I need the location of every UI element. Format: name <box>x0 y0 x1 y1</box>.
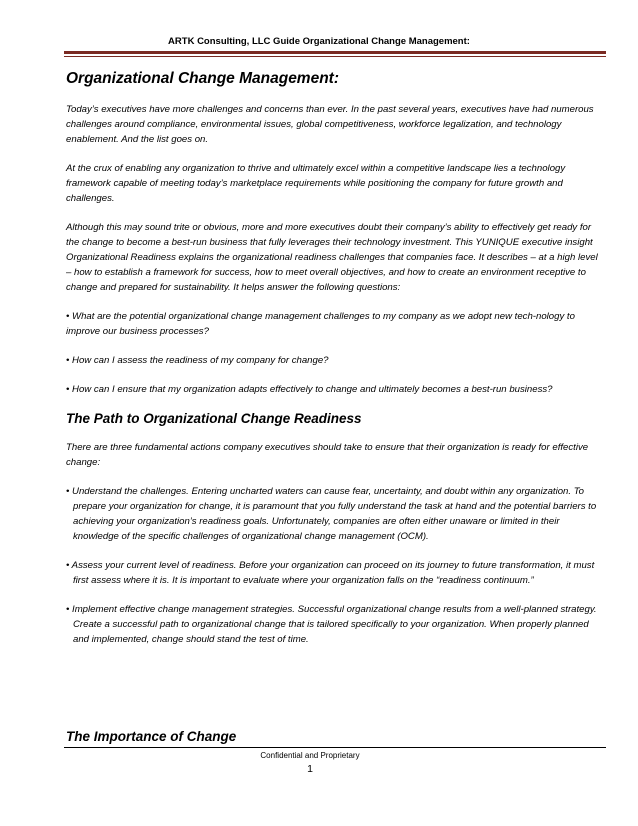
question-bullet: • How can I assess the readiness of my company for change? <box>66 355 329 366</box>
question-bullet: • How can I ensure that my organization adapts effectively to change and ultimately becomes a best-run business? <box>66 384 553 395</box>
section-heading-importance: The Importance of Change <box>66 729 237 744</box>
action-bullet: • Understand the challenges. Entering uncharted waters can cause fear, uncertainty, and doubt within any organization. To prepare your organization for change, it is paramount that you fully understand the task at hand and the potential barriers to achieving your organization’s readiness goals. Unfortunately, companies are often either unaware or limited in their knowledge of the specific challenges of organizational change management (OCM). <box>66 486 597 542</box>
footer-divider <box>64 747 606 748</box>
page-number: 1 <box>307 763 313 775</box>
page-header-title: ARTK Consulting, LLC Guide Organizational Change Management: <box>168 36 470 47</box>
action-bullet: • Implement effective change management strategies. Successful organizational change results from a well-planned strategy. Create a successful path to organizational change that is tailored specifically to your organization. When properly planned and implemented, change should stand the test of time. <box>66 604 597 645</box>
action-bullet: • Assess your current level of readiness. Before your organization can proceed on its journey to future transformation, it must first assess where it is. It is important to evaluate where your organization falls on the “readiness continuum.” <box>66 560 595 586</box>
paragraph: At the crux of enabling any organization to thrive and ultimately excel within a competitive landscape lies a technology framework capable of meeting today’s marketplace requirements while positioning the company for future growth and challenges. <box>66 163 566 204</box>
header-divider-thick <box>64 51 606 54</box>
paragraph: There are three fundamental actions company executives should take to ensure that their organization is ready for effective change: <box>66 442 589 468</box>
section-heading-ocm: Organizational Change Management: <box>66 70 340 87</box>
paragraph: Although this may sound trite or obvious, more and more executives doubt their company’s ability to effectively get ready for the change to become a best-run business that fully leverages their technology investment. This YUNIQUE executive insight Organizational Readiness explains the organizational readiness challenges that companies face. It describes – at a high level – how to establish a framework for success, how to meet overall objectives, and how to create an environment receptive to change and prepared for sustainability. It helps answer the following questions: <box>66 222 598 293</box>
footer-confidential: Confidential and Proprietary <box>260 751 360 760</box>
paragraph: Today’s executives have more challenges and concerns than ever. In the past several years, executives have had numerous challenges around compliance, environmental issues, global competitiveness, workforce legalization, and technology enablement. And the list goes on. <box>66 104 594 145</box>
document-body <box>66 70 604 661</box>
question-bullet: • What are the potential organizational change management challenges to my company as we adopt new tech-nology to improve our business processes? <box>66 311 575 337</box>
header-divider-thin <box>64 56 606 57</box>
section-heading-path: The Path to Organizational Change Readiness <box>66 411 362 426</box>
